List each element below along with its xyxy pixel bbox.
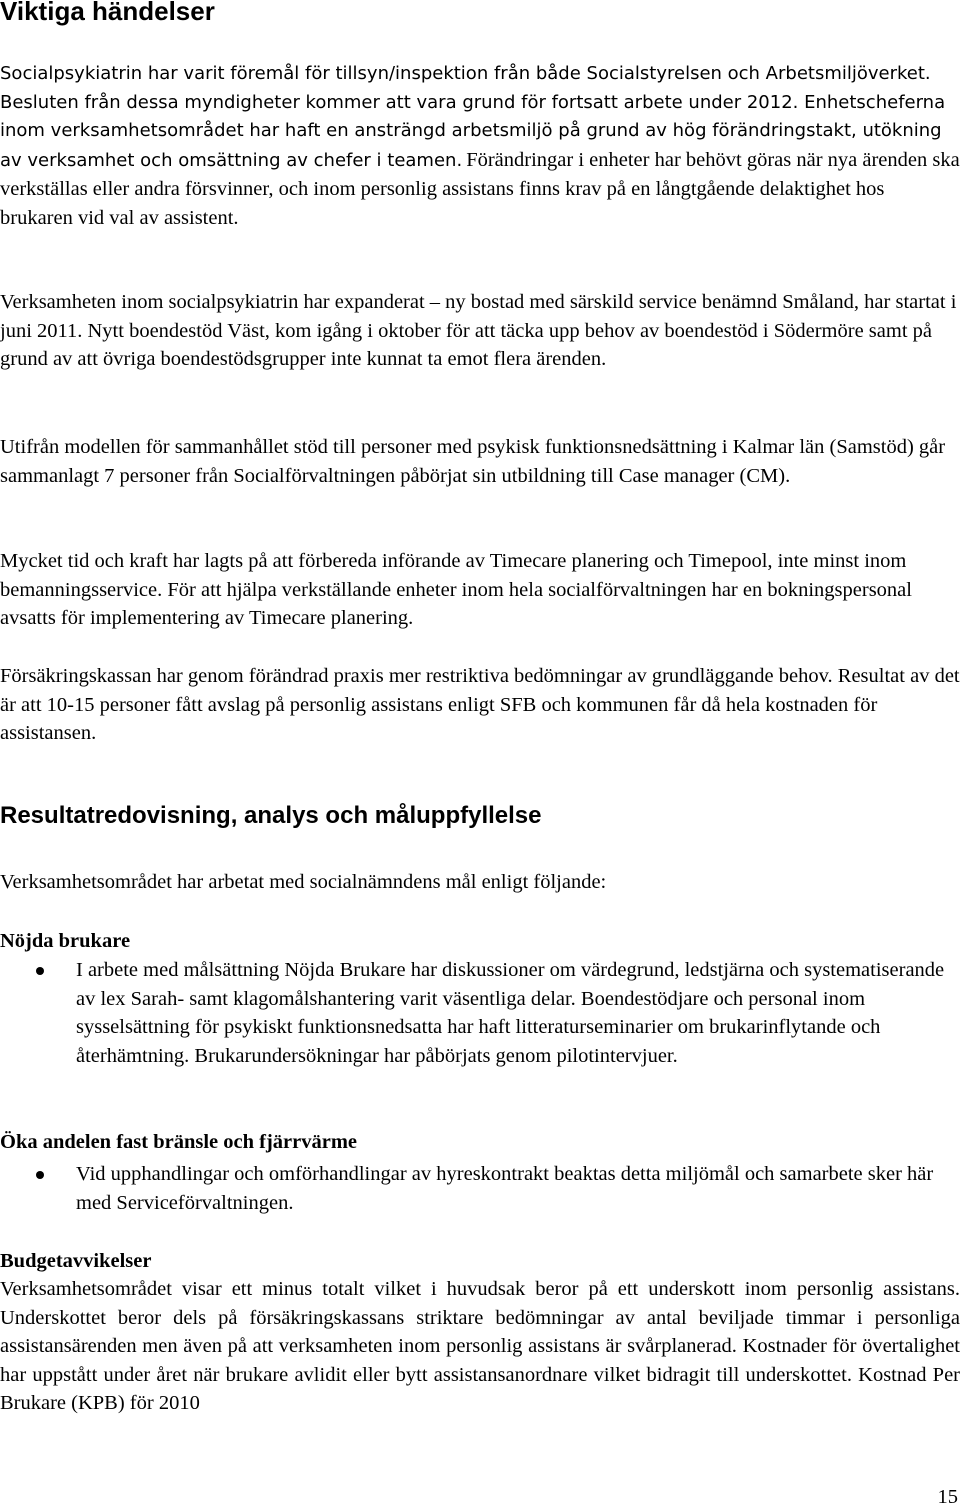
section-heading-resultatredovisning: Resultatredovisning, analys och måluppfyllelse xyxy=(0,802,542,829)
paragraph-timecare: Mycket tid och kraft har lagts på att förbereda införande av Timecare planering och Timepool, inte minst inom bemanningsservice. För att hjälpa verkställande enheter inom hela socialförvaltningen har en bokningspersonal avsatts för implementering av Timecare planering. xyxy=(0,550,912,630)
paragraph-events-part-2: Förändringar i enheter har behövt göras när nya ärenden ska verkställas eller andra försvinner, och inom personlig assistans finns krav på en långtgående delaktighet hos brukaren vid val av assistent. xyxy=(0,148,960,229)
intro-paragraph: Verksamhetsområdet har arbetat med socialnämndens mål enligt följande: xyxy=(0,871,607,893)
page-number: 15 xyxy=(937,1486,958,1508)
budget-paragraph: Verksamhetsområdet visar ett minus totalt vilket i huvudsak beror på ett underskott inom personlig assistans. Underskottet beror dels på försäkringskassans striktare bedömningar av antal beviljade timmar i personliga assistansärenden men även på att verksamheten inom personlig assistans är svårplanerad. Kostnader för övertalighet har uppstått under året när brukare avlidit eller bytt assistansanordnare vilket bidragit till underskottet. Kostnad Per Brukare (KPB) för 2010 xyxy=(0,1278,960,1415)
bullet-icon xyxy=(36,1171,44,1179)
paragraph-events-part-1: Socialpsykiatrin har varit föremål för tillsyn/inspektion från både Socialstyrelsen och Arbetsmiljöverket. Besluten från dessa myndigheter kommer att vara grund för fortsatt arbete under 2012. Enhetscheferna inom verksamhetsområdet har haft en ansträngd arbetsmiljö på grund av hög förändringstakt, utökning av verksamhet och omsättning av chefer i teamen. xyxy=(0,63,946,171)
goal-heading-fast-bransle: Öka andelen fast bränsle och fjärrvärme xyxy=(0,1131,357,1153)
goal-1-bullet-text: I arbete med målsättning Nöjda Brukare har diskussioner om värdegrund, ledstjärna och systematiserande av lex Sarah- samt klagomålshantering varit väsentliga delar. Boendestödjare och personal inom sysselsättning för psykiskt funktionsnedsatta har haft litteraturseminarier om brukarinflytande och återhämtning. Brukarundersökningar har påbörjats genom pilotintervjuer. xyxy=(76,959,945,1067)
bullet-icon xyxy=(36,967,44,975)
paragraph-samstod: Utifrån modellen för sammanhållet stöd till personer med psykisk funktionsnedsättning i Kalmar län (Samstöd) går sammanlagt 7 personer från Socialförvaltningen påbörjat sin utbildning till Case manager (CM). xyxy=(0,436,946,487)
paragraph-expansion: Verksamheten inom socialpsykiatrin har expanderat – ny bostad med särskild service benämnd Småland, har startat i juni 2011. Nytt boendestöd Väst, kom igång i oktober för att täcka upp behov av boendestöd i Södermöre samt på grund av att övriga boendestödsgrupper inte kunnat ta emot flera ärenden. xyxy=(0,291,957,371)
section-heading-viktiga-handelser: Viktiga händelser xyxy=(0,0,215,26)
budget-heading: Budgetavvikelser xyxy=(0,1250,152,1272)
goal-heading-nojda-brukare: Nöjda brukare xyxy=(0,930,131,952)
paragraph-events xyxy=(0,60,960,233)
goal-2-bullet-text: Vid upphandlingar och omförhandlingar av hyreskontrakt beaktas detta miljömål och samarbete sker här med Serviceförvaltningen. xyxy=(76,1163,934,1214)
paragraph-forsakringskassan: Försäkringskassan har genom förändrad praxis mer restriktiva bedömningar av grundläggande behov. Resultat av det är att 10-15 personer fått avslag på personlig assistans enligt SFB och kommunen får då hela kostnaden för assistansen. xyxy=(0,665,960,745)
